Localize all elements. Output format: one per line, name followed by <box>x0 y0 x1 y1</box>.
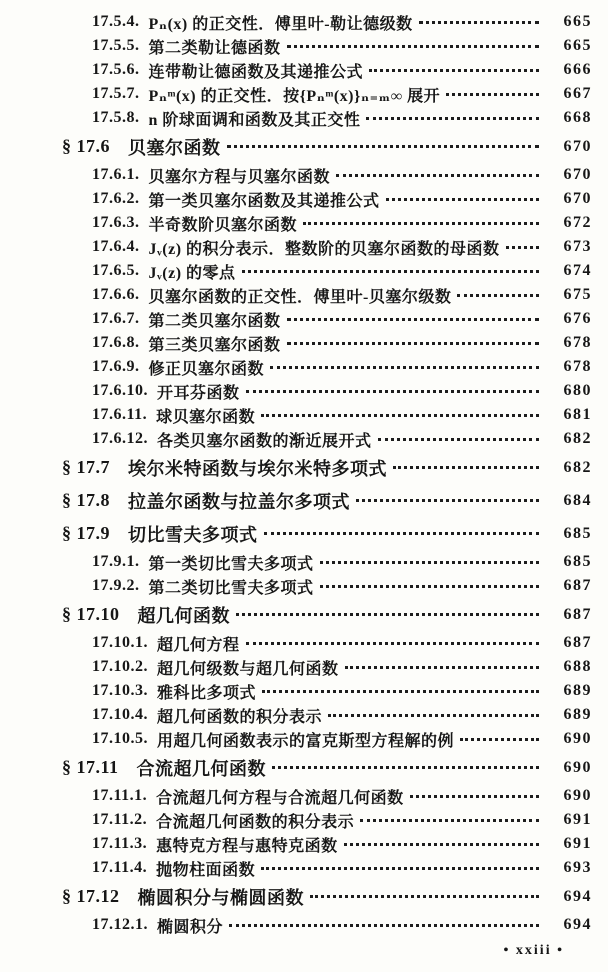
entry-page: 676 <box>563 310 592 327</box>
entry-number: 17.5.8. <box>92 109 140 126</box>
entry-page: 688 <box>563 658 592 675</box>
entry-page: 673 <box>563 238 592 255</box>
entry-title: 贝塞尔方程与贝塞尔函数 <box>148 168 331 186</box>
toc-entry <box>92 832 592 856</box>
toc-entry <box>92 34 592 58</box>
entry-page: 670 <box>563 190 592 207</box>
entry-title: Pₙ(x) 的正交性．傅里叶-勒让德级数 <box>148 15 413 33</box>
dot-leader-icon <box>246 390 539 393</box>
toc-entry <box>92 283 592 307</box>
entry-number: 17.6.6. <box>92 286 140 303</box>
entry-number: § 17.8 <box>62 490 110 510</box>
entry-page: 687 <box>563 634 592 651</box>
toc-entry <box>92 58 592 82</box>
toc-entry <box>92 784 592 808</box>
dot-leader-icon <box>229 924 539 927</box>
toc-entry <box>92 427 592 451</box>
entry-number: 17.6.9. <box>92 358 140 375</box>
entry-page: 666 <box>563 61 592 78</box>
toc-entry <box>92 856 592 880</box>
entry-page: 684 <box>563 491 592 509</box>
entry-title: 超几何函数的积分表示 <box>157 708 323 726</box>
entry-title: 椭圆积分与椭圆函数 <box>137 887 304 908</box>
dot-leader-icon <box>320 561 539 564</box>
dot-leader-icon <box>264 532 540 535</box>
entry-page: 690 <box>563 787 592 804</box>
entry-number: 17.6.1. <box>92 166 140 183</box>
entry-number: 17.5.6. <box>92 61 140 78</box>
entry-number: § 17.10 <box>62 604 120 624</box>
entry-title: 超几何函数 <box>137 605 230 626</box>
entry-page: 668 <box>563 109 592 126</box>
entry-number: 17.6.7. <box>92 310 140 327</box>
entry-title: 第二类勒让德函数 <box>148 39 281 57</box>
entry-number: 17.6.10. <box>92 382 148 399</box>
toc-entry <box>92 331 592 355</box>
entry-page: 682 <box>563 458 592 476</box>
entry-title: 第二类切比雪夫多项式 <box>148 579 314 597</box>
entry-number: 17.6.3. <box>92 214 140 231</box>
entry-page: 685 <box>563 524 592 542</box>
dot-leader-icon <box>262 690 539 693</box>
entry-number: § 17.6 <box>62 136 110 156</box>
entry-number: 17.11.2. <box>92 811 148 828</box>
toc-entry <box>92 163 592 187</box>
entry-page: 682 <box>563 430 592 447</box>
entry-number: 17.9.2. <box>92 577 140 594</box>
toc-entry <box>92 913 592 937</box>
entry-title: 超几何方程 <box>157 636 240 654</box>
dot-leader-icon <box>446 93 539 96</box>
dot-leader-icon <box>345 666 539 669</box>
toc-entry <box>92 703 592 727</box>
toc-entry <box>62 451 592 484</box>
entry-number: 17.10.1. <box>92 634 148 651</box>
entry-number: § 17.9 <box>62 523 110 543</box>
entry-page: 665 <box>563 13 592 30</box>
toc-entry <box>62 484 592 517</box>
entry-page: 667 <box>563 85 592 102</box>
entry-title: 抛物柱面函数 <box>156 861 256 879</box>
dot-leader-icon <box>386 198 539 201</box>
entry-title: 用超几何函数表示的富克斯型方程解的例 <box>157 732 455 750</box>
toc-entry <box>92 235 592 259</box>
entry-title: 半奇数阶贝塞尔函数 <box>148 216 298 234</box>
toc-entry <box>92 211 592 235</box>
entry-page: 687 <box>563 577 592 594</box>
entry-title: n 阶球面调和函数及其正交性 <box>148 111 361 129</box>
entry-title: 第一类贝塞尔函数及其递推公式 <box>148 192 380 210</box>
entry-page: 680 <box>563 382 592 399</box>
dot-leader-icon <box>393 466 539 469</box>
toc-entry <box>92 403 592 427</box>
entry-page: 685 <box>563 553 592 570</box>
entry-page: 689 <box>563 706 592 723</box>
entry-number: 17.12.1. <box>92 916 148 933</box>
dot-leader-icon <box>410 795 539 798</box>
entry-title: 超几何级数与超几何函数 <box>157 660 339 678</box>
dot-leader-icon <box>356 499 539 502</box>
entry-title: 各类贝塞尔函数的渐近展开式 <box>157 432 372 450</box>
toc-entry <box>92 106 592 130</box>
entry-page: 681 <box>563 406 592 423</box>
entry-title: 椭圆积分 <box>157 918 224 936</box>
toc-entry <box>62 598 592 631</box>
dot-leader-icon <box>360 819 539 822</box>
entry-page: 693 <box>563 859 592 876</box>
page-number-footer: • xxiii • <box>503 943 564 958</box>
toc-entry <box>92 259 592 283</box>
entry-title: 合流超几何方程与合流超几何函数 <box>156 789 404 807</box>
entry-number: 17.10.3. <box>92 682 148 699</box>
toc-entry <box>92 82 592 106</box>
entry-page: 678 <box>563 358 592 375</box>
dot-leader-icon <box>460 738 539 741</box>
entry-number: 17.6.5. <box>92 262 140 279</box>
dot-leader-icon <box>366 117 539 120</box>
toc-entry <box>92 679 592 703</box>
toc-entry <box>92 655 592 679</box>
dot-leader-icon <box>287 342 539 345</box>
entry-title: 埃尔米特函数与埃尔米特多项式 <box>128 458 387 479</box>
toc-entry <box>92 355 592 379</box>
entry-page: 690 <box>563 730 592 747</box>
entry-number: § 17.12 <box>62 886 120 906</box>
entry-page: 674 <box>563 262 592 279</box>
toc-entry <box>62 517 592 550</box>
entry-title: 开耳芬函数 <box>157 384 240 402</box>
entry-number: 17.11.1. <box>92 787 148 804</box>
entry-title: 雅科比多项式 <box>157 684 257 702</box>
entry-page: 670 <box>563 137 592 155</box>
entry-title: 第一类切比雪夫多项式 <box>148 555 314 573</box>
dot-leader-icon <box>344 843 539 846</box>
entry-page: 678 <box>563 334 592 351</box>
entry-title: 第二类贝塞尔函数 <box>148 312 281 330</box>
entry-title: 合流超几何函数的积分表示 <box>156 813 355 831</box>
dot-leader-icon <box>310 895 539 898</box>
entry-title: 切比雪夫多项式 <box>128 524 258 545</box>
dot-leader-icon <box>506 246 539 249</box>
dot-leader-icon <box>303 222 539 225</box>
toc-entry <box>62 880 592 913</box>
dot-leader-icon <box>457 294 539 297</box>
toc-entry <box>92 379 592 403</box>
entry-title: 贝塞尔函数 <box>128 137 221 158</box>
toc-entry <box>92 808 592 832</box>
entry-number: 17.5.4. <box>92 13 140 30</box>
entry-page: 690 <box>563 758 592 776</box>
toc-entry <box>62 130 592 163</box>
entry-number: 17.10.2. <box>92 658 148 675</box>
entry-page: 691 <box>563 835 592 852</box>
dot-leader-icon <box>261 867 539 870</box>
toc-entry <box>62 751 592 784</box>
entry-page: 665 <box>563 37 592 54</box>
toc-entry <box>92 574 592 598</box>
entry-number: 17.6.4. <box>92 238 140 255</box>
entry-number: 17.11.4. <box>92 859 148 876</box>
toc-entry <box>92 187 592 211</box>
entry-title: Jᵥ(z) 的零点 <box>148 264 236 282</box>
entry-number: 17.5.7. <box>92 85 140 102</box>
entry-number: 17.10.4. <box>92 706 148 723</box>
toc-entry <box>92 10 592 34</box>
entry-number: 17.11.3. <box>92 835 148 852</box>
entry-number: 17.6.8. <box>92 334 140 351</box>
entry-number: 17.10.5. <box>92 730 148 747</box>
entry-title: Jᵥ(z) 的积分表示．整数阶的贝塞尔函数的母函数 <box>148 240 500 258</box>
toc-list <box>62 10 592 937</box>
entry-number: 17.9.1. <box>92 553 140 570</box>
dot-leader-icon <box>236 613 539 616</box>
dot-leader-icon <box>369 69 539 72</box>
entry-page: 689 <box>563 682 592 699</box>
dot-leader-icon <box>242 270 539 273</box>
entry-number: 17.6.11. <box>92 406 148 423</box>
entry-page: 675 <box>563 286 592 303</box>
entry-number: § 17.7 <box>62 457 110 477</box>
dot-leader-icon <box>378 438 539 441</box>
entry-number: § 17.11 <box>62 757 119 777</box>
dot-leader-icon <box>270 366 539 369</box>
dot-leader-icon <box>287 318 539 321</box>
entry-title: 拉盖尔函数与拉盖尔多项式 <box>128 491 350 512</box>
entry-page: 691 <box>563 811 592 828</box>
toc-entry <box>92 307 592 331</box>
dot-leader-icon <box>246 642 539 645</box>
toc-entry <box>92 550 592 574</box>
entry-title: 合流超几何函数 <box>136 758 267 779</box>
entry-title: Pₙᵐ(x) 的正交性．按{Pₙᵐ(x)}ₙ₌ₘ∞ 展开 <box>148 87 441 105</box>
dot-leader-icon <box>272 766 539 769</box>
dot-leader-icon <box>261 414 539 417</box>
entry-title: 连带勒让德函数及其递推公式 <box>148 63 364 81</box>
dot-leader-icon <box>320 585 539 588</box>
dot-leader-icon <box>287 45 539 48</box>
entry-number: 17.6.12. <box>92 430 148 447</box>
entry-page: 670 <box>563 166 592 183</box>
toc-entry <box>92 727 592 751</box>
toc-entry <box>92 631 592 655</box>
entry-number: 17.6.2. <box>92 190 140 207</box>
entry-title: 贝塞尔函数的正交性．傅里叶-贝塞尔级数 <box>148 288 452 306</box>
entry-page: 687 <box>563 605 592 623</box>
entry-title: 惠特克方程与惠特克函数 <box>156 837 338 855</box>
entry-number: 17.5.5. <box>92 37 140 54</box>
entry-title: 球贝塞尔函数 <box>156 408 256 426</box>
dot-leader-icon <box>336 174 539 177</box>
entry-title: 修正贝塞尔函数 <box>148 360 265 378</box>
dot-leader-icon <box>328 714 539 717</box>
entry-page: 694 <box>563 887 592 905</box>
entry-page: 672 <box>563 214 592 231</box>
entry-page: 694 <box>563 916 592 933</box>
entry-title: 第三类贝塞尔函数 <box>148 336 281 354</box>
dot-leader-icon <box>227 145 540 148</box>
dot-leader-icon <box>419 21 539 24</box>
